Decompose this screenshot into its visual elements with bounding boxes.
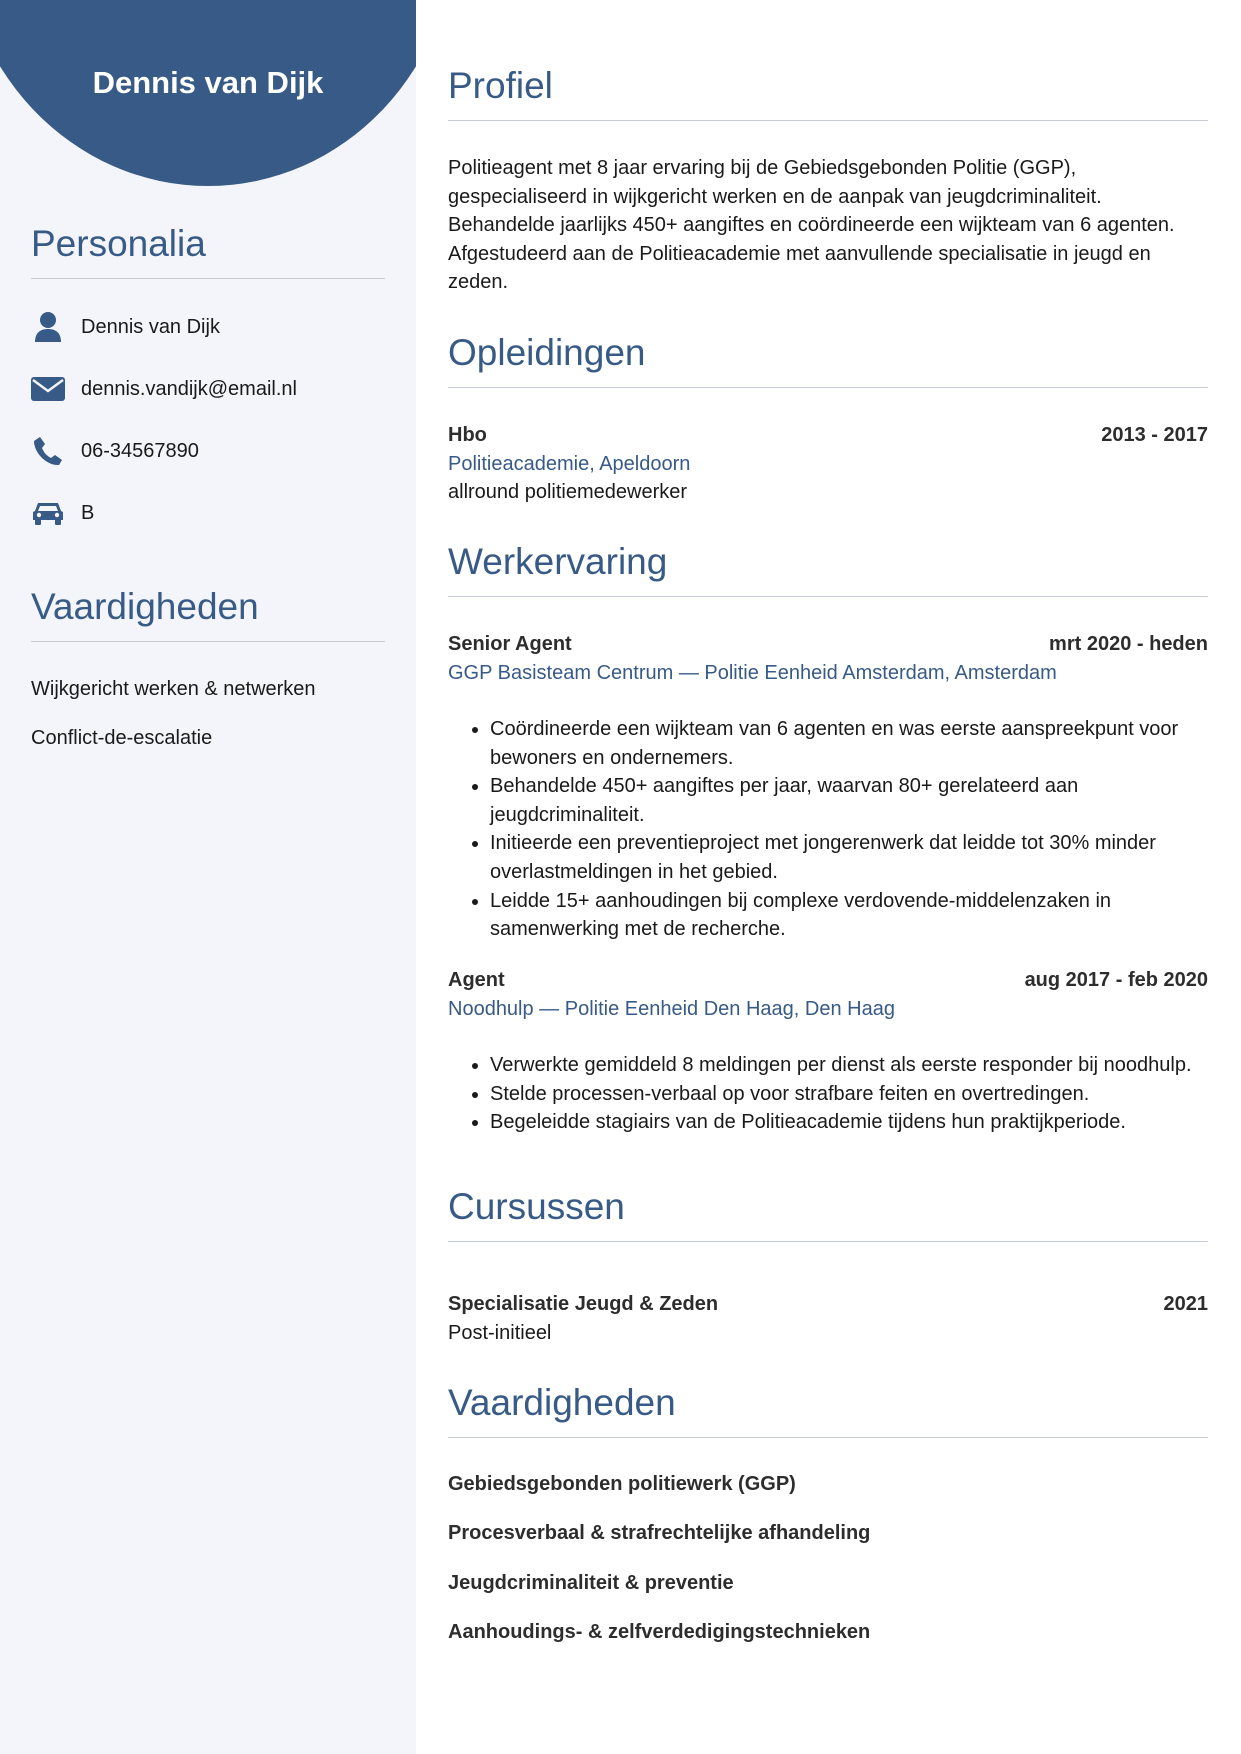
experience-heading: Werkervaring	[448, 540, 1208, 597]
envelope-icon	[31, 372, 65, 406]
candidate-name: Dennis van Dijk	[92, 65, 324, 100]
skill-item: Procesverbaal & strafrechtelijke afhandeling	[448, 1522, 871, 1544]
job-bullet-list	[448, 715, 1208, 944]
list-item: • Stelde processen-verbaal op voor strafbare feiten en overtredingen.	[490, 1080, 1208, 1109]
skill-item: Jeugdcriminaliteit & preventie	[448, 1572, 734, 1594]
job-title: Agent	[448, 969, 505, 991]
list-item: • Leidde 15+ aanhoudingen bij complexe verdovende-middelenzaken in samenwerking met de recherche.	[490, 887, 1208, 944]
list-item: • Behandelde 450+ aangiftes per jaar, waarvan 80+ gerelateerd aan jeugdcriminaliteit.	[490, 772, 1208, 829]
job-title: Senior Agent	[448, 633, 572, 655]
skill-item: Aanhoudings- & zelfverdedigingstechnieken	[448, 1621, 871, 1643]
course-year: 2021	[1163, 1293, 1208, 1315]
skill-item: Gebiedsgebonden politiewerk (GGP)	[448, 1473, 796, 1495]
profile-line: gespecialiseerd in wijkgericht werken en de aanpak van jeugdcriminaliteit.	[448, 185, 1102, 208]
sidebar	[0, 0, 416, 1754]
car-icon	[31, 496, 65, 530]
contact-license: B	[81, 501, 95, 524]
contact-license-row	[31, 493, 385, 533]
education-school: Politieacademie, Apeldoorn	[448, 453, 691, 475]
education-heading: Opleidingen	[448, 331, 1208, 388]
job-organization: Noodhulp — Politie Eenheid Den Haag, Den Haag	[448, 998, 895, 1020]
profile-line: Afgestudeerd aan de Politieacademie met aanvullende specialisatie in jeugd en	[448, 242, 1151, 265]
profile-heading: Profiel	[448, 64, 1208, 121]
contact-phone-row[interactable]	[31, 431, 385, 471]
list-item: • Verwerkte gemiddeld 8 meldingen per dienst als eerste responder bij noodhulp.	[490, 1051, 1208, 1080]
contact-email-row[interactable]	[31, 369, 385, 409]
course-detail: Post-initieel	[448, 1322, 552, 1344]
sidebar-skills-heading: Vaardigheden	[31, 585, 385, 642]
person-icon	[31, 310, 65, 344]
contact-name: Dennis van Dijk	[81, 315, 220, 338]
job-dates: mrt 2020 - heden	[1049, 633, 1208, 655]
profile-line: Behandelde jaarlijks 450+ aangiftes en coördineerde een wijkteam van 6 agenten.	[448, 214, 1175, 237]
contact-email[interactable]: dennis.vandijk@email.nl	[81, 377, 297, 400]
education-dates: 2013 - 2017	[1101, 424, 1208, 446]
sidebar-skill-item: Wijkgericht werken & netwerken	[31, 678, 316, 700]
list-item: • Coördineerde een wijkteam van 6 agenten en was eerste aanspreekpunt voor bewoners en ondernemers.	[490, 715, 1208, 772]
job-dates: aug 2017 - feb 2020	[1024, 969, 1208, 991]
personalia-heading: Personalia	[31, 222, 385, 279]
profile-line: Politieagent met 8 jaar ervaring bij de Gebiedsgebonden Politie (GGP),	[448, 157, 1077, 179]
phone-icon	[31, 434, 65, 468]
education-program: allround politiemedewerker	[448, 481, 688, 503]
profile-text	[448, 154, 1208, 297]
sidebar-skill-item: Conflict-de-escalatie	[31, 727, 213, 749]
contact-name-row	[31, 307, 385, 347]
job-bullet-list	[448, 1051, 1208, 1137]
education-degree: Hbo	[448, 424, 487, 446]
contact-phone[interactable]: 06-34567890	[81, 439, 199, 462]
courses-heading: Cursussen	[448, 1185, 1208, 1242]
job-organization: GGP Basisteam Centrum — Politie Eenheid Amsterdam, Amsterdam	[448, 662, 1057, 684]
profile-line: zeden.	[448, 271, 509, 294]
course-name: Specialisatie Jeugd & Zeden	[448, 1293, 719, 1315]
list-item: • Initieerde een preventieproject met jongerenwerk dat leidde tot 30% minder overlastmeldingen in het gebied.	[490, 829, 1208, 886]
skills-heading: Vaardigheden	[448, 1381, 1208, 1438]
list-item: • Begeleidde stagiairs van de Politieacademie tijdens hun praktijkperiode.	[490, 1108, 1208, 1137]
